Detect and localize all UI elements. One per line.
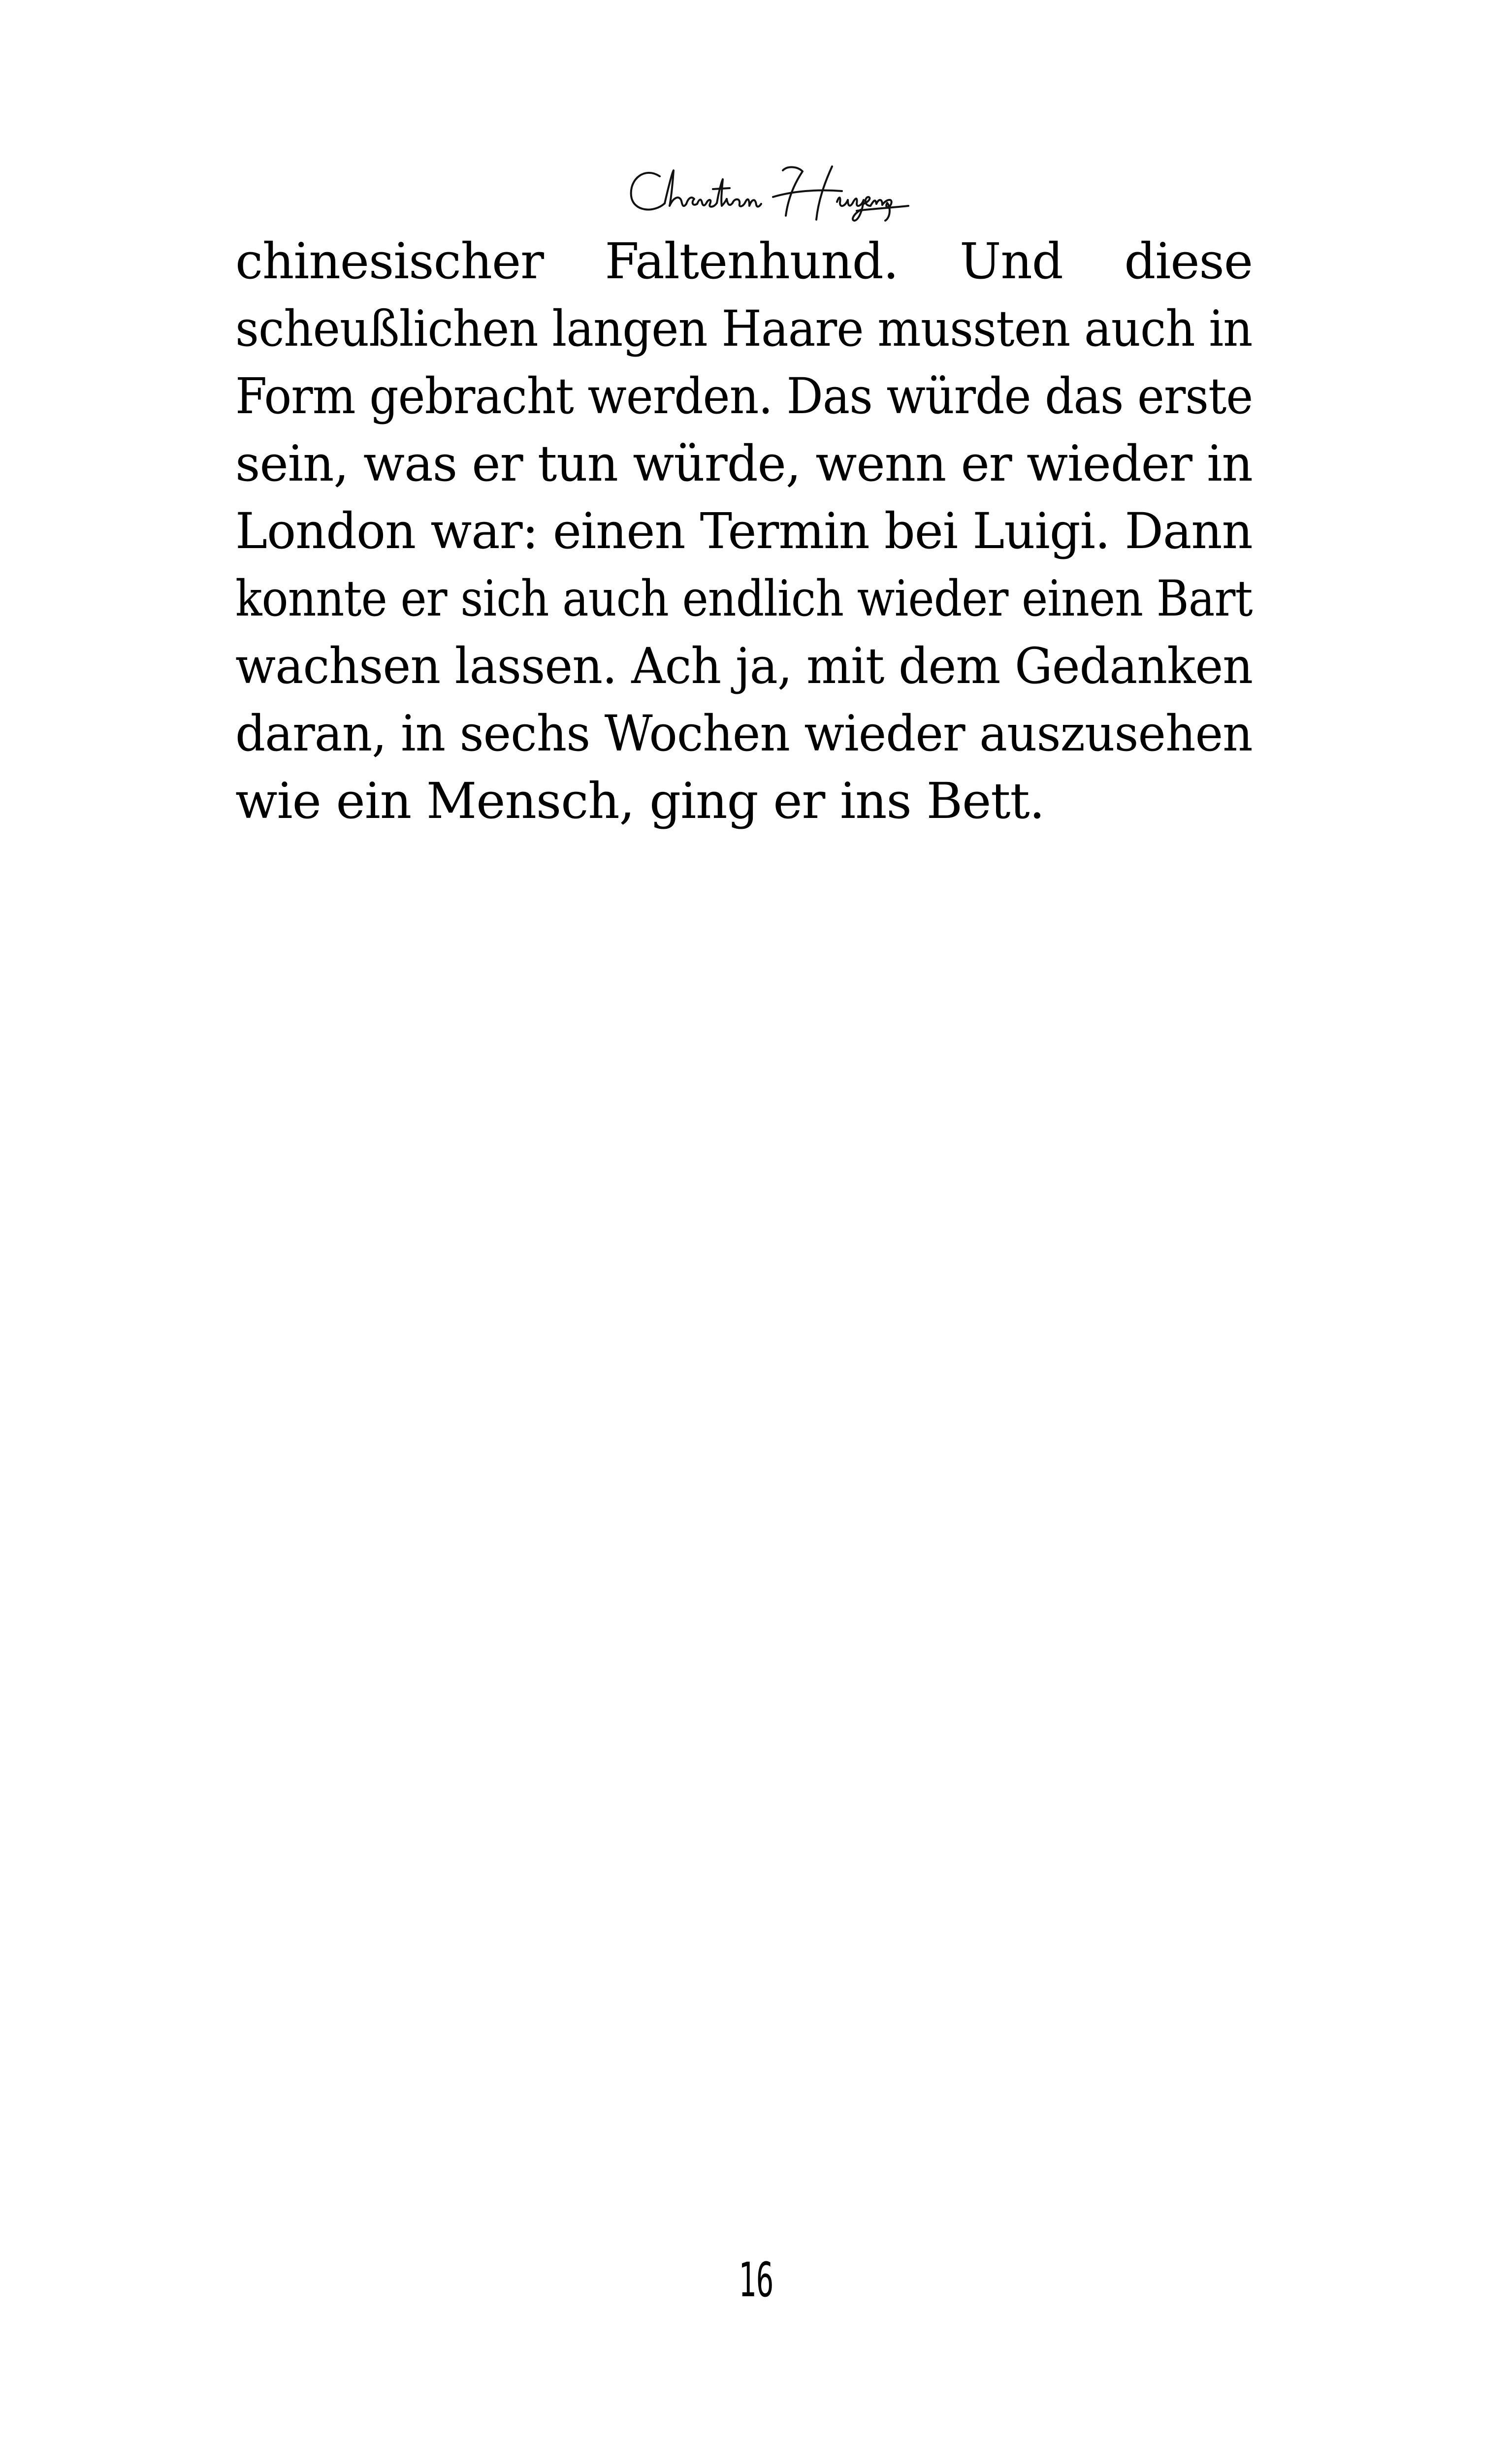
text-line: scheußlichen langen Haare mussten auch in (235, 300, 1253, 358)
author-signature-logo (625, 157, 911, 226)
text-line: wie ein Mensch, ging er ins Bett. (235, 772, 1045, 830)
text-line: wachsen lassen. Ach ja, mit dem Gedanken (235, 637, 1253, 695)
text-line: London war: einen Termin bei Luigi. Dann (235, 502, 1253, 560)
body-paragraph (235, 228, 1253, 835)
page-number: 16 (738, 2252, 774, 2308)
text-line: chinesischer Faltenhund. Und diese (235, 232, 1253, 290)
text-line: konnte er sich auch endlich wieder einen Bart (235, 570, 1253, 627)
text-line: daran, in sechs Wochen wieder auszusehen (235, 705, 1253, 762)
text-line: sein, was er tun würde, wenn er wieder in (235, 435, 1253, 492)
text-line: Form gebracht werden. Das würde das erste (235, 367, 1253, 425)
